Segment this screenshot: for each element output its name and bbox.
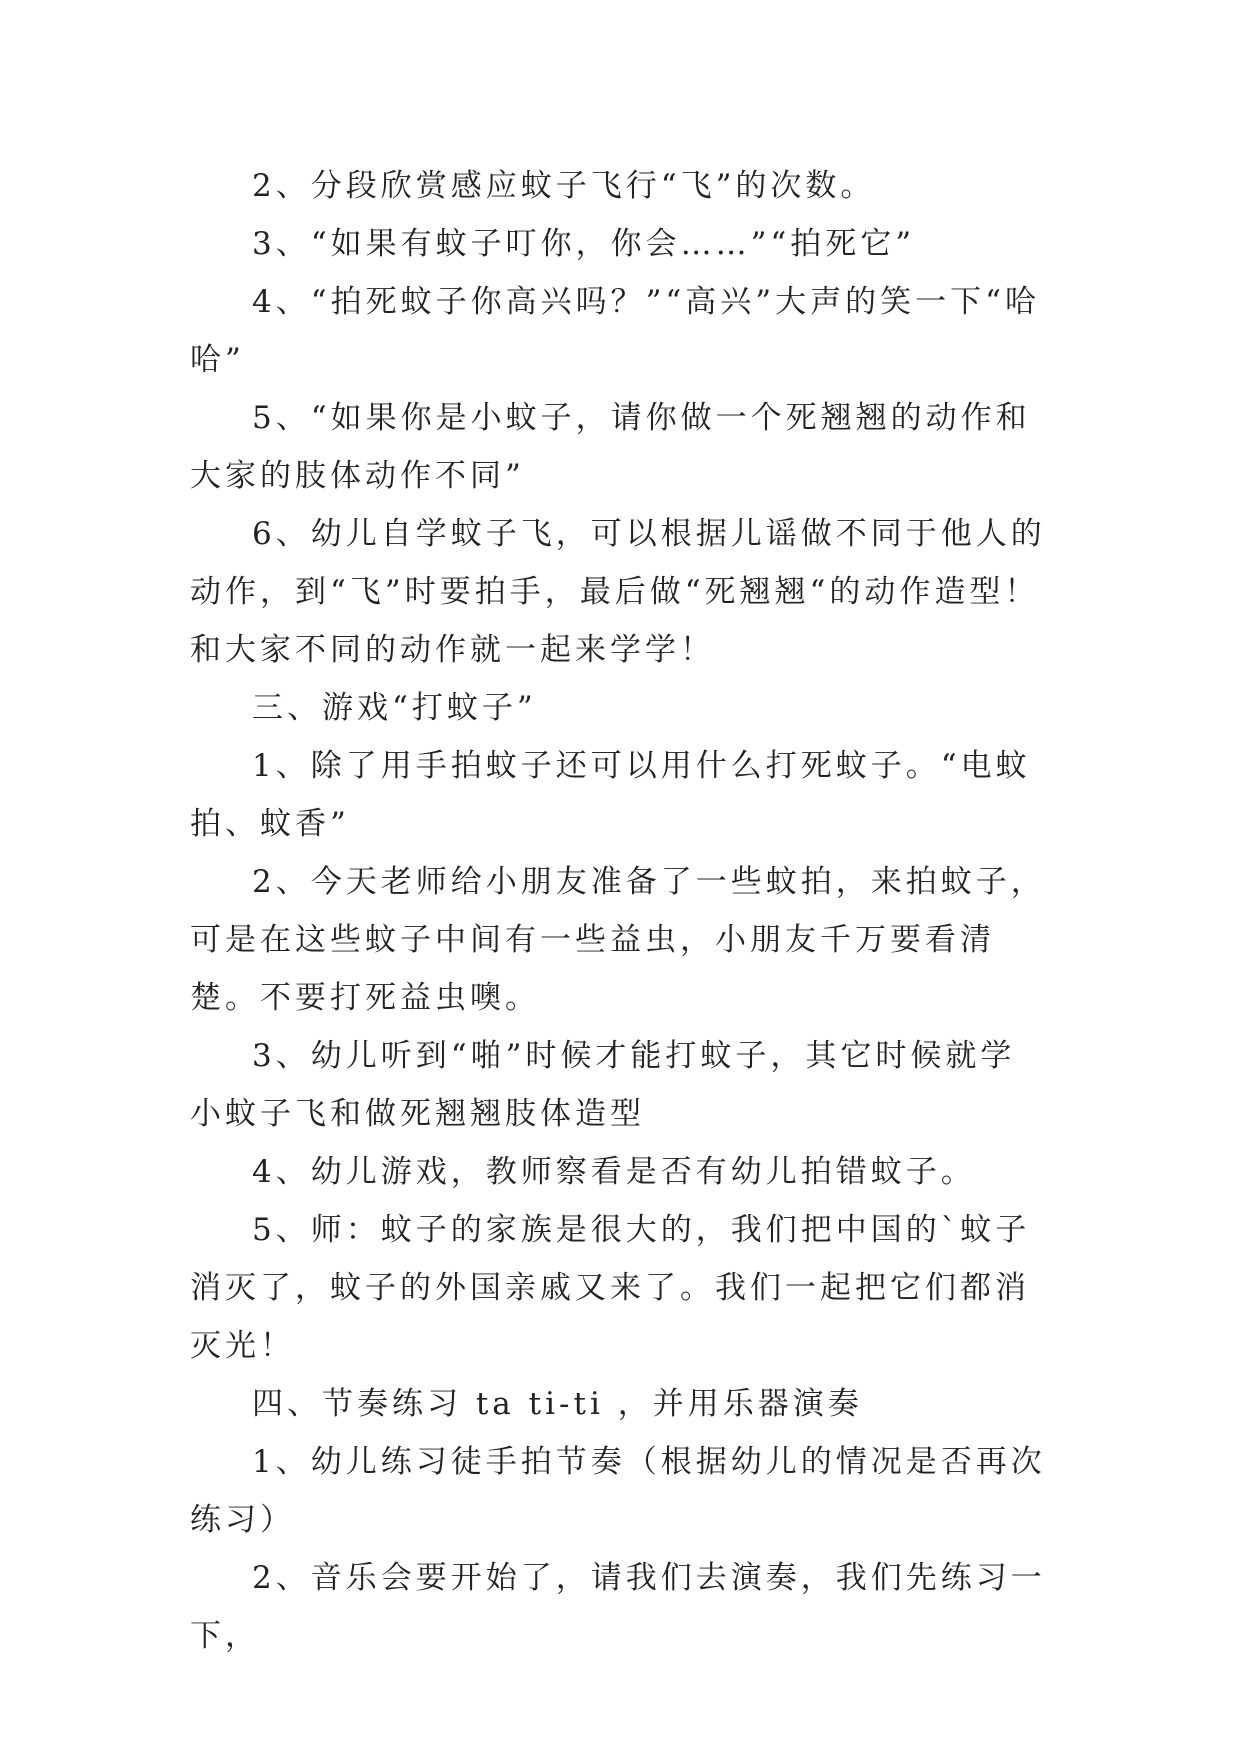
- paragraph: 6、幼儿自学蚊子飞，可以根据儿谣做不同于他人的动作，到“飞”时要拍手，最后做“死翘翘“的动作造型！和大家不同的动作就一起来学学！: [190, 516, 1046, 668]
- paragraph: 1、幼儿练习徒手拍节奏（根据幼儿的情况是否再次练习）: [190, 1444, 1046, 1538]
- section-heading: 三、游戏“打蚊子”: [252, 690, 537, 726]
- paragraph: 2、今天老师给小朋友准备了一些蚊拍，来拍蚊子，可是在这些蚊子中间有一些益虫，小朋友千万要看清楚。不要打死益虫噢。: [190, 864, 1046, 1016]
- paragraph: 5、“如果你是小蚊子，请你做一个死翘翘的动作和大家的肢体动作不同”: [190, 400, 1031, 494]
- paragraph: 2、音乐会要开始了，请我们去演奏，我们先练习一下，: [190, 1560, 1046, 1654]
- paragraph: 2、分段欣赏感应蚊子飞行“飞”的次数。: [252, 168, 876, 204]
- document-body: [190, 157, 1050, 1665]
- section-heading: 四、节奏练习 ta ti-ti ，并用乐器演奏: [252, 1386, 863, 1422]
- paragraph: 3、“如果有蚊子叮你，你会……”“拍死它”: [252, 226, 916, 262]
- paragraph: 4、“拍死蚊子你高兴吗？”“高兴”大声的笑一下“哈哈”: [190, 284, 1040, 378]
- paragraph: 3、幼儿听到“啪”时候才能打蚊子，其它时候就学小蚊子飞和做死翘翘肢体造型: [190, 1038, 1016, 1132]
- paragraph: 4、幼儿游戏，教师察看是否有幼儿拍错蚊子。: [252, 1154, 976, 1190]
- paragraph: 5、师：蚊子的家族是很大的，我们把中国的`蚊子消灭了，蚊子的外国亲戚又来了。我们一起把它们都消灭光！: [190, 1212, 1031, 1364]
- paragraph: 1、除了用手拍蚊子还可以用什么打死蚊子。“电蚊拍、蚊香”: [190, 748, 1031, 842]
